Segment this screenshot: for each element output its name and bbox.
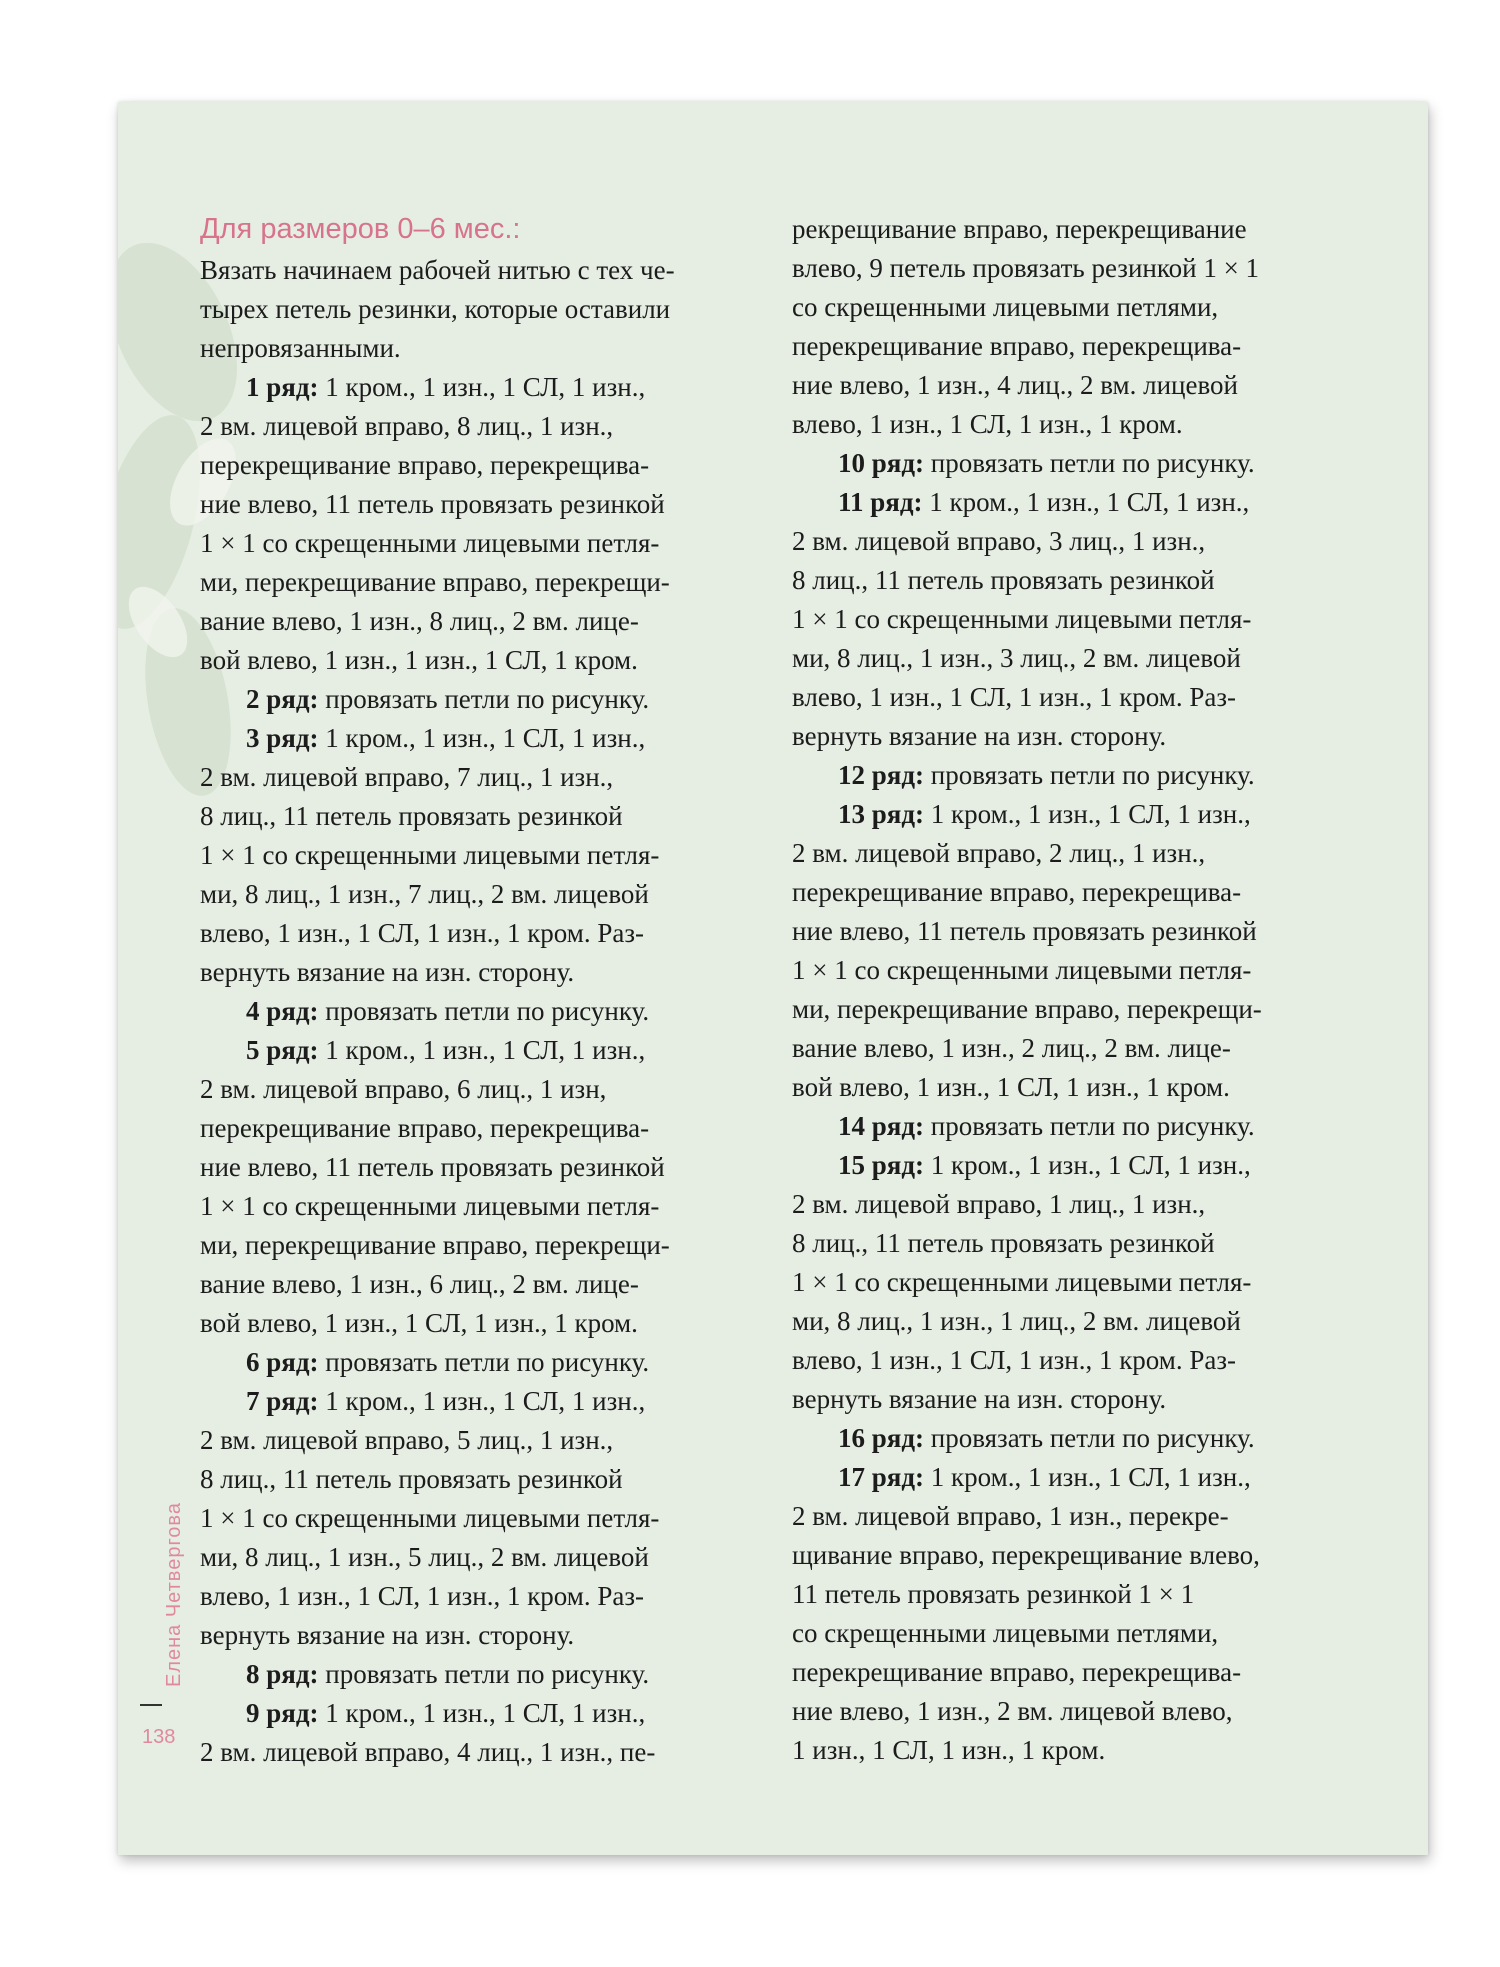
row-label: 3 ряд: — [246, 723, 319, 753]
author-name: Елена Четвергова — [163, 1502, 185, 1687]
text-line — [200, 1226, 740, 1265]
line-text: перекрещивание вправо, перекрещива- — [792, 331, 1242, 361]
line-text: 1 кром., 1 изн., 1 СЛ, 1 изн., — [318, 1035, 646, 1065]
text-line — [200, 992, 740, 1031]
text-line — [792, 366, 1332, 405]
text-line — [792, 1575, 1332, 1614]
line-text: 2 вм. лицевой вправо, 3 лиц., 1 изн., — [792, 526, 1206, 556]
line-text: 1 × 1 со скрещенными лицевыми петля- — [792, 604, 1252, 634]
text-line — [792, 1497, 1332, 1536]
line-text: вернуть вязание на изн. сторону. — [200, 957, 575, 987]
line-text: вой влево, 1 изн., 1 СЛ, 1 изн., 1 кром. — [200, 1308, 638, 1338]
text-line — [792, 795, 1332, 834]
text-line — [200, 368, 740, 407]
text-line — [792, 1107, 1332, 1146]
text-line — [792, 1068, 1332, 1107]
line-text: вернуть вязание на изн. сторону. — [792, 1384, 1167, 1414]
text-line — [200, 1148, 740, 1187]
line-text: тырех петель резинки, которые оставили — [200, 294, 671, 324]
line-text: 11 петель провязать резинкой 1 × 1 — [792, 1579, 1195, 1609]
page-number: 138 — [142, 1726, 176, 1748]
line-text: 1 × 1 со скрещенными лицевыми петля- — [792, 955, 1252, 985]
line-text: перекрещивание вправо, перекрещива- — [792, 877, 1242, 907]
text-line — [200, 1616, 740, 1655]
text-line — [200, 797, 740, 836]
text-line — [792, 1224, 1332, 1263]
line-text: вернуть вязание на изн. сторону. — [792, 721, 1167, 751]
text-line — [792, 249, 1332, 288]
section-heading: Для размеров 0–6 мес.: — [200, 213, 521, 245]
row-label: 13 ряд: — [838, 799, 925, 829]
line-text: влево, 1 изн., 1 СЛ, 1 изн., 1 кром. Раз- — [200, 1581, 645, 1611]
line-text: влево, 1 изн., 1 СЛ, 1 изн., 1 кром. — [792, 409, 1183, 439]
line-text: со скрещенными лицевыми петлями, — [792, 1618, 1219, 1648]
text-line — [200, 602, 740, 641]
row-label: 12 ряд: — [838, 760, 925, 790]
line-text: 1 × 1 со скрещенными лицевыми петля- — [200, 840, 660, 870]
line-text: 1 кром., 1 изн., 1 СЛ, 1 изн., — [318, 1386, 646, 1416]
line-text: 1 кром., 1 изн., 1 СЛ, 1 изн., — [924, 799, 1251, 829]
line-text: ние влево, 11 петель провязать резинкой — [200, 489, 665, 519]
text-line — [792, 483, 1332, 522]
text-line — [200, 914, 740, 953]
line-text: провязать петли по рисунку. — [318, 684, 650, 714]
line-text: ние влево, 11 петель провязать резинкой — [200, 1152, 665, 1182]
row-label: 2 ряд: — [246, 684, 319, 714]
line-text: 2 вм. лицевой вправо, 7 лиц., 1 изн., — [200, 762, 614, 792]
text-line — [200, 251, 740, 290]
text-line — [200, 875, 740, 914]
line-text: провязать петли по рисунку. — [318, 996, 650, 1026]
text-line — [792, 1029, 1332, 1068]
line-text: рекрещивание вправо, перекрещивание — [792, 214, 1247, 244]
text-line — [200, 1421, 740, 1460]
text-line — [792, 1341, 1332, 1380]
line-text: 2 вм. лицевой вправо, 8 лиц., 1 изн., — [200, 411, 614, 441]
text-line — [792, 405, 1332, 444]
text-line — [792, 600, 1332, 639]
line-text: 2 вм. лицевой вправо, 6 лиц., 1 изн, — [200, 1074, 607, 1104]
text-line — [792, 1302, 1332, 1341]
text-line — [200, 407, 740, 446]
row-label: 17 ряд: — [838, 1462, 925, 1492]
line-text: вой влево, 1 изн., 1 изн., 1 СЛ, 1 кром. — [200, 645, 638, 675]
line-text: 2 вм. лицевой вправо, 4 лиц., 1 изн., пе- — [200, 1737, 656, 1767]
row-label: 1 ряд: — [246, 372, 319, 402]
text-line — [200, 1187, 740, 1226]
line-text: провязать петли по рисунку. — [924, 448, 1255, 478]
text-line — [200, 563, 740, 602]
line-text: щивание вправо, перекрещивание влево, — [792, 1540, 1260, 1570]
text-line — [792, 444, 1332, 483]
line-text: ние влево, 1 изн., 2 вм. лицевой влево, — [792, 1696, 1233, 1726]
line-text: 1 кром., 1 изн., 1 СЛ, 1 изн., — [924, 1462, 1251, 1492]
text-line — [200, 524, 740, 563]
row-label: 16 ряд: — [838, 1423, 925, 1453]
text-line — [792, 756, 1332, 795]
text-line — [200, 719, 740, 758]
line-text: 1 изн., 1 СЛ, 1 изн., 1 кром. — [792, 1735, 1106, 1765]
row-label: 7 ряд: — [246, 1386, 319, 1416]
row-label: 14 ряд: — [838, 1111, 925, 1141]
text-line — [792, 1536, 1332, 1575]
text-line — [792, 1146, 1332, 1185]
text-line — [792, 873, 1332, 912]
text-line — [200, 1070, 740, 1109]
line-text: 1 × 1 со скрещенными лицевыми петля- — [792, 1267, 1252, 1297]
text-line — [792, 210, 1332, 249]
text-line — [792, 1653, 1332, 1692]
line-text: 1 кром., 1 изн., 1 СЛ, 1 изн., — [924, 1150, 1251, 1180]
row-label: 11 ряд: — [838, 487, 923, 517]
text-line — [200, 329, 740, 368]
line-text: 2 вм. лицевой вправо, 1 изн., перекре- — [792, 1501, 1229, 1531]
line-text: со скрещенными лицевыми петлями, — [792, 292, 1219, 322]
text-line — [792, 522, 1332, 561]
line-text: вой влево, 1 изн., 1 СЛ, 1 изн., 1 кром. — [792, 1072, 1230, 1102]
line-text: ми, 8 лиц., 1 изн., 7 лиц., 2 вм. лицевой — [200, 879, 649, 909]
line-text: перекрещивание вправо, перекрещива- — [792, 1657, 1242, 1687]
book-page — [118, 102, 1428, 1855]
text-line — [200, 1265, 740, 1304]
text-line — [792, 990, 1332, 1029]
text-line — [200, 680, 740, 719]
text-line — [200, 1109, 740, 1148]
line-text: вернуть вязание на изн. сторону. — [200, 1620, 575, 1650]
line-text: вание влево, 1 изн., 8 лиц., 2 вм. лице- — [200, 606, 639, 636]
line-text: 2 вм. лицевой вправо, 1 лиц., 1 изн., — [792, 1189, 1206, 1219]
text-line — [200, 1538, 740, 1577]
text-line — [792, 834, 1332, 873]
line-text: 8 лиц., 11 петель провязать резинкой — [200, 801, 623, 831]
line-text: 1 кром., 1 изн., 1 СЛ, 1 изн., — [318, 372, 646, 402]
line-text: вание влево, 1 изн., 6 лиц., 2 вм. лице- — [200, 1269, 639, 1299]
right-column — [792, 210, 1332, 1770]
text-line — [200, 1499, 740, 1538]
text-line — [792, 1614, 1332, 1653]
line-text: ние влево, 11 петель провязать резинкой — [792, 916, 1257, 946]
text-line — [200, 1460, 740, 1499]
row-label: 5 ряд: — [246, 1035, 319, 1065]
line-text: ми, перекрещивание вправо, перекрещи- — [200, 1230, 670, 1260]
line-text: 1 × 1 со скрещенными лицевыми петля- — [200, 1503, 660, 1533]
line-text: 2 вм. лицевой вправо, 2 лиц., 1 изн., — [792, 838, 1206, 868]
line-text: 1 × 1 со скрещенными лицевыми петля- — [200, 528, 660, 558]
line-text: влево, 1 изн., 1 СЛ, 1 изн., 1 кром. Раз- — [792, 1345, 1237, 1375]
row-label: 10 ряд: — [838, 448, 925, 478]
line-text: 8 лиц., 11 петель провязать резинкой — [792, 1228, 1215, 1258]
line-text: ми, 8 лиц., 1 изн., 3 лиц., 2 вм. лицевой — [792, 643, 1241, 673]
text-line — [200, 1733, 740, 1772]
line-text: 8 лиц., 11 петель провязать резинкой — [792, 565, 1215, 595]
line-text: провязать петли по рисунку. — [318, 1347, 650, 1377]
text-line — [200, 1382, 740, 1421]
text-line — [792, 1419, 1332, 1458]
text-line — [200, 1577, 740, 1616]
line-text: провязать петли по рисунку. — [924, 1423, 1255, 1453]
line-text: 2 вм. лицевой вправо, 5 лиц., 1 изн., — [200, 1425, 614, 1455]
line-text: провязать петли по рисунку. — [924, 760, 1255, 790]
text-line — [792, 951, 1332, 990]
line-text: ние влево, 1 изн., 4 лиц., 2 вм. лицевой — [792, 370, 1238, 400]
line-text: влево, 1 изн., 1 СЛ, 1 изн., 1 кром. Раз- — [792, 682, 1237, 712]
line-text: ми, 8 лиц., 1 изн., 1 лиц., 2 вм. лицевой — [792, 1306, 1241, 1336]
line-text: 8 лиц., 11 петель провязать резинкой — [200, 1464, 623, 1494]
text-line — [200, 953, 740, 992]
text-line — [200, 758, 740, 797]
text-line — [792, 1458, 1332, 1497]
text-line — [200, 1031, 740, 1070]
text-line — [200, 1304, 740, 1343]
line-text: ми, перекрещивание вправо, перекрещи- — [792, 994, 1262, 1024]
text-line — [200, 485, 740, 524]
text-line — [792, 639, 1332, 678]
text-line — [792, 288, 1332, 327]
line-text: непровязанными. — [200, 333, 401, 363]
text-line — [200, 1343, 740, 1382]
text-line — [200, 836, 740, 875]
text-line — [792, 717, 1332, 756]
line-text: вание влево, 1 изн., 2 лиц., 2 вм. лице- — [792, 1033, 1231, 1063]
text-line — [200, 641, 740, 680]
text-line — [792, 561, 1332, 600]
text-line — [792, 1263, 1332, 1302]
line-text: влево, 1 изн., 1 СЛ, 1 изн., 1 кром. Раз- — [200, 918, 645, 948]
text-line — [200, 446, 740, 485]
text-line — [792, 1185, 1332, 1224]
text-line — [792, 678, 1332, 717]
line-text: 1 кром., 1 изн., 1 СЛ, 1 изн., — [922, 487, 1250, 517]
line-text: ми, 8 лиц., 1 изн., 5 лиц., 2 вм. лицевой — [200, 1542, 649, 1572]
line-text: Вязать начинаем рабочей нитью с тех че- — [200, 255, 675, 285]
line-text: 1 кром., 1 изн., 1 СЛ, 1 изн., — [318, 1698, 646, 1728]
text-line — [792, 912, 1332, 951]
line-text: провязать петли по рисунку. — [318, 1659, 650, 1689]
line-text: влево, 9 петель провязать резинкой 1 × 1 — [792, 253, 1260, 283]
divider — [140, 1704, 162, 1706]
text-line — [792, 1380, 1332, 1419]
text-line — [792, 327, 1332, 366]
line-text: 1 × 1 со скрещенными лицевыми петля- — [200, 1191, 660, 1221]
text-line — [200, 1694, 740, 1733]
line-text: провязать петли по рисунку. — [924, 1111, 1255, 1141]
text-line — [792, 1692, 1332, 1731]
row-label: 9 ряд: — [246, 1698, 319, 1728]
text-line — [792, 1731, 1332, 1770]
text-line — [200, 1655, 740, 1694]
row-label: 15 ряд: — [838, 1150, 925, 1180]
line-text: перекрещивание вправо, перекрещива- — [200, 1113, 650, 1143]
row-label: 4 ряд: — [246, 996, 319, 1026]
line-text: ми, перекрещивание вправо, перекрещи- — [200, 567, 670, 597]
row-label: 6 ряд: — [246, 1347, 319, 1377]
line-text: перекрещивание вправо, перекрещива- — [200, 450, 650, 480]
text-line — [200, 290, 740, 329]
row-label: 8 ряд: — [246, 1659, 319, 1689]
left-column — [200, 210, 740, 1772]
line-text: 1 кром., 1 изн., 1 СЛ, 1 изн., — [318, 723, 646, 753]
